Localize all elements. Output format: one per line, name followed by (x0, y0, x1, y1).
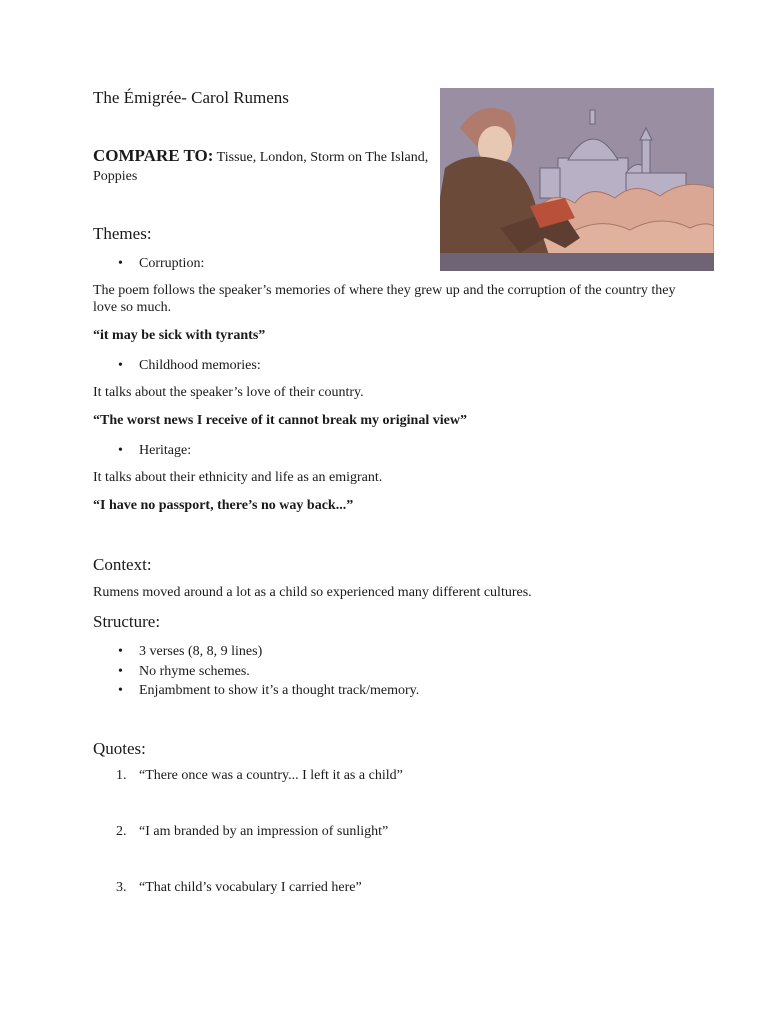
quotes-heading: Quotes: (93, 739, 146, 758)
compare-label: COMPARE TO: (93, 146, 214, 165)
theme-heritage-quote: “I have no passport, there’s no way back...” (93, 498, 354, 513)
quote-item: 1. “There once was a country... I left it as a child” (116, 768, 403, 783)
theme-corruption-text: The poem follows the speaker’s memories of where they grew up and the corruption of the country they love so much. (93, 283, 676, 315)
context-heading: Context: (93, 555, 152, 574)
illustration (440, 88, 714, 271)
structure-item: • 3 verses (8, 8, 9 lines) (118, 642, 241, 661)
document-title: The Émigrée- Carol Rumens (93, 88, 289, 107)
quote-item: 2. “I am branded by an impression of sunlight” (116, 824, 389, 839)
structure-heading: Structure: (93, 612, 161, 631)
theme-heritage-text: It talks about their ethnicity and life as an emigrant. (93, 470, 383, 485)
compare-to-line (93, 146, 438, 186)
bullet-heritage: • Heritage: (118, 441, 170, 460)
quote-item: 3. “That child’s vocabulary I carried here” (116, 880, 362, 895)
structure-item: • No rhyme schemes. (118, 662, 229, 681)
context-text: Rumens moved around a lot as a child so experienced many different cultures. (93, 585, 532, 600)
themes-heading: Themes: (93, 224, 152, 243)
bullet-childhood: • Childhood memories: (118, 356, 240, 375)
theme-childhood-text: It talks about the speaker’s love of their country. (93, 385, 364, 400)
theme-corruption-quote: “it may be sick with tyrants” (93, 328, 266, 343)
theme-childhood-quote: “The worst news I receive of it cannot break my original view” (93, 413, 467, 428)
bullet-corruption: • Corruption: (118, 254, 183, 273)
compare-poems: Tissue, London, Storm on The Island, Poppies (93, 150, 429, 184)
structure-item: • Enjambment to show it’s a thought track/memory. (118, 681, 398, 700)
